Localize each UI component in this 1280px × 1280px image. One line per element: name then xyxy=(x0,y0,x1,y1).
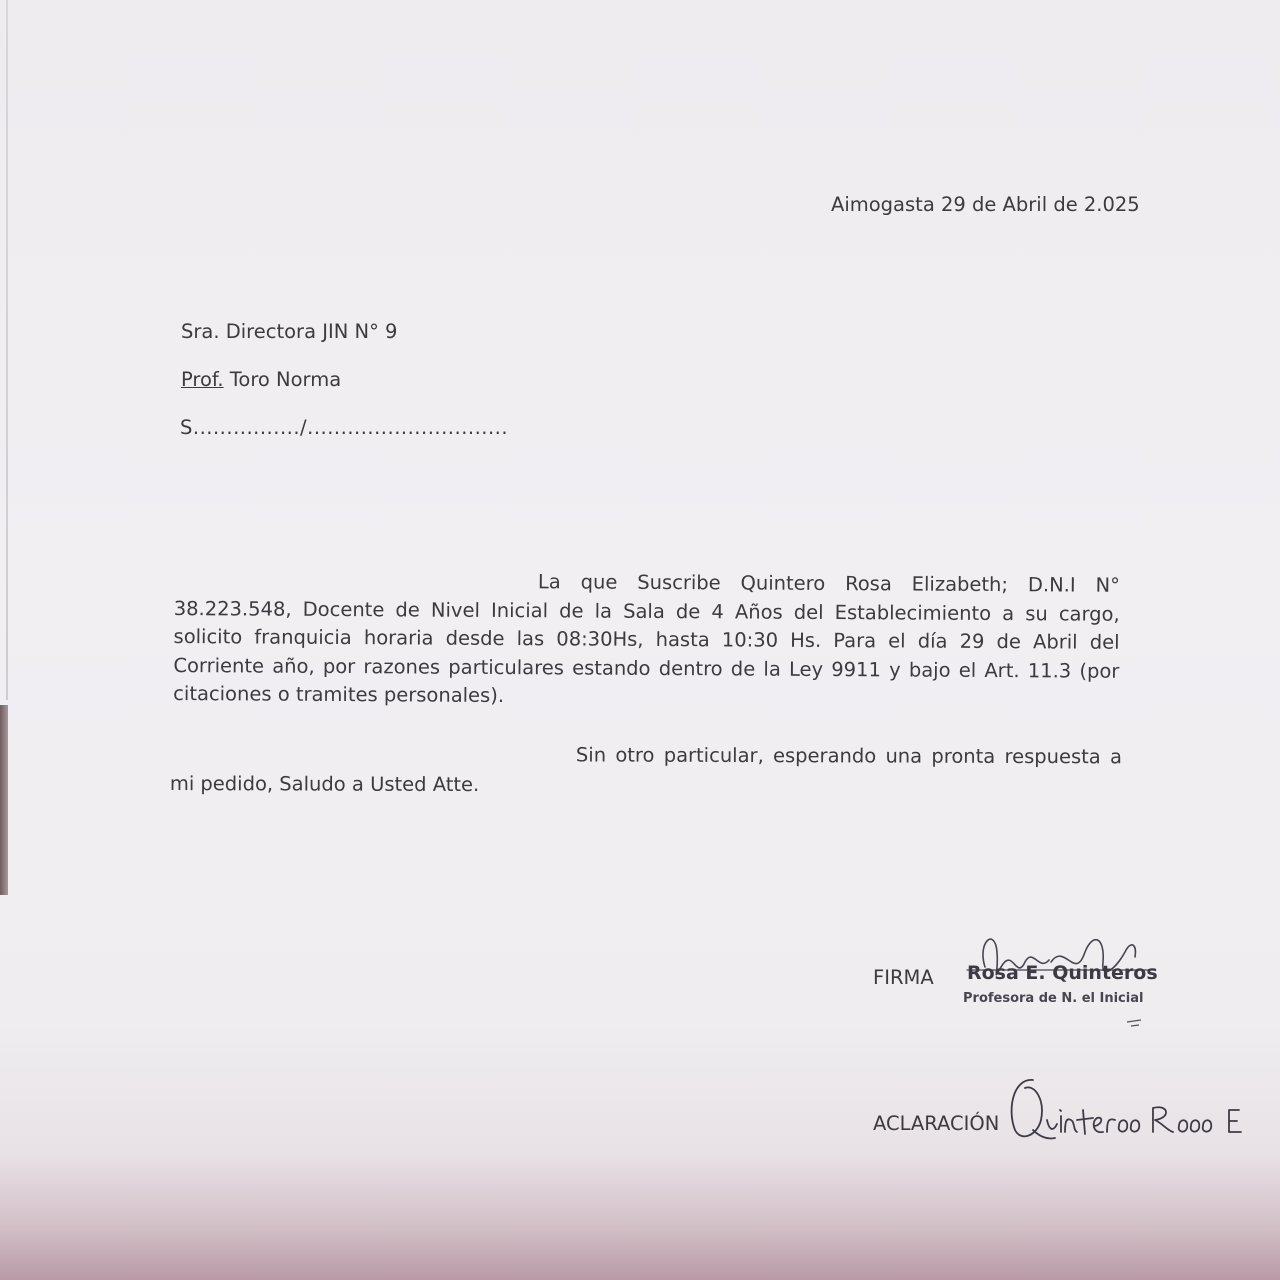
page-edge-line xyxy=(6,0,8,700)
letter-closing xyxy=(170,739,1122,802)
body-paragraph: La que Suscribe Quintero Rosa Elizabeth; D.N.I N° 38.223.548, Docente de Nivel Inicial de la Sala de 4 Años del Establecimiento a su cargo, solicito franquicia horaria desde las 08:30Hs, hasta 10:30 Hs. Para el día 29 de Abril del Corriente año, por razones particulares estando dentro de la Ley 9911 y bajo el Art. 11.3 (por citaciones o tramites personales). xyxy=(173,570,1120,708)
recipient-line-2 xyxy=(181,368,341,391)
closing-paragraph: Sin otro particular, esperando una pronta respuesta a mi pedido, Saludo a Usted Atte. xyxy=(169,743,1122,797)
recipient-name: Toro Norma xyxy=(229,368,342,391)
recipient-title: Prof. xyxy=(181,368,224,391)
page-edge-shadow xyxy=(0,705,8,895)
signature-stamp xyxy=(955,922,1195,1032)
clarification-label: ACLARACIÓN xyxy=(873,1112,1000,1135)
svg-text:Rosa E. Quinteros: Rosa E. Quinteros xyxy=(967,962,1158,984)
signature-label: FIRMA xyxy=(873,966,934,989)
recipient-line-1: Sra. Directora JIN N° 9 xyxy=(181,320,398,343)
letter-body xyxy=(173,566,1120,714)
svg-text:Profesora de N. el Inicial: Profesora de N. el Inicial xyxy=(963,991,1144,1006)
recipient-line-3: S................/.............................. xyxy=(180,416,509,439)
handwritten-name xyxy=(1003,1070,1263,1150)
date-line: Aimogasta 29 de Abril de 2.025 xyxy=(831,193,1140,216)
